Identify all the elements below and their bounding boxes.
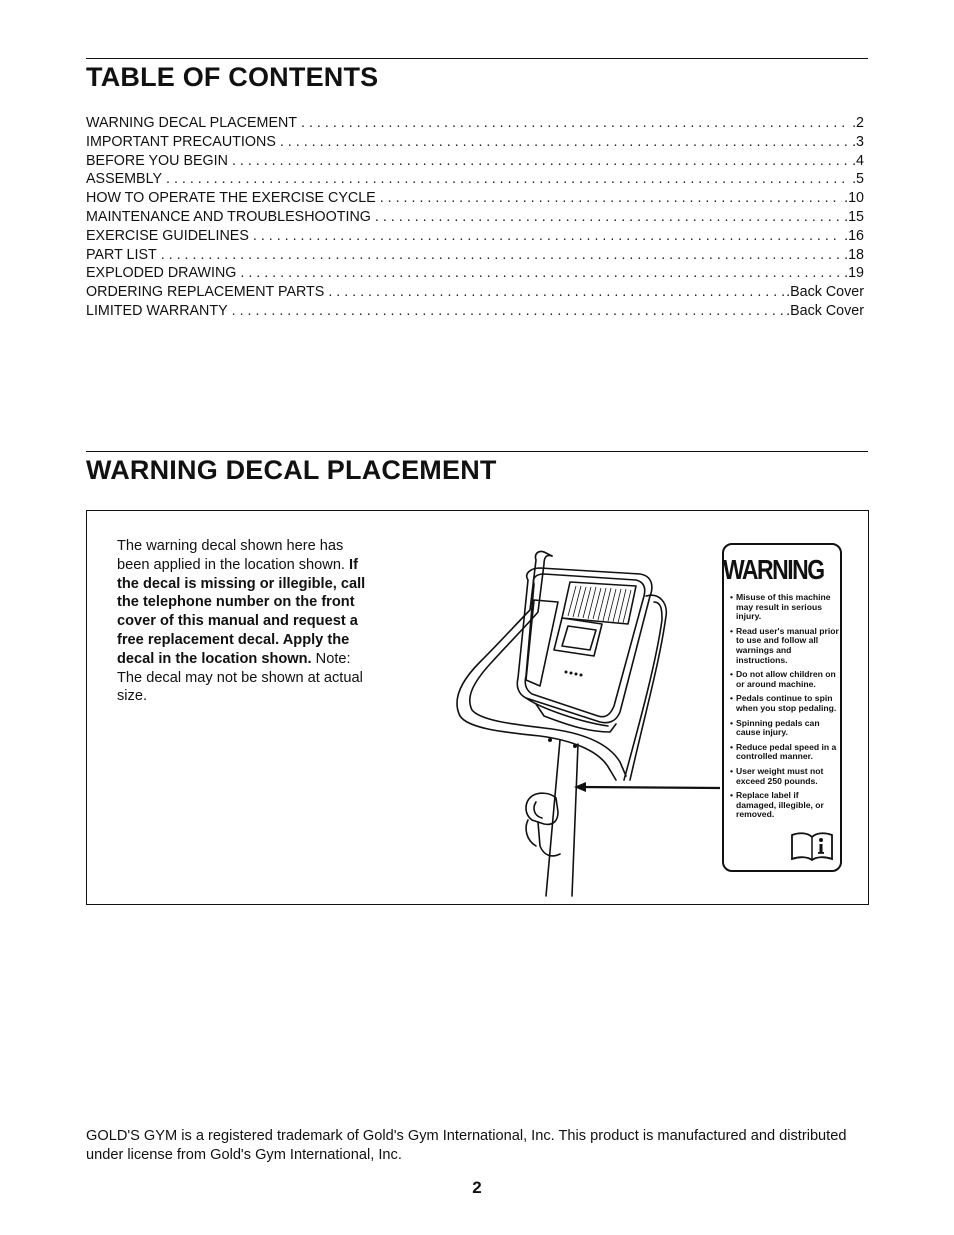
toc-leader-dots	[232, 303, 784, 319]
warning-item: • Reduce pedal speed in a controlled manner.	[730, 741, 837, 762]
toc-leader-dots	[166, 171, 850, 187]
decal-instructions	[117, 537, 375, 706]
toc-entry[interactable]	[86, 115, 864, 134]
toc-entry-title: LIMITED WARRANTY	[86, 302, 228, 319]
warning-item: • Pedals continue to spin when you stop pedaling.	[730, 693, 837, 713]
bullet-icon: •	[730, 717, 734, 728]
toc-entry[interactable]	[86, 284, 864, 303]
warning-decal-list	[730, 593, 840, 825]
bullet-icon: •	[730, 741, 734, 752]
page-number: 2	[472, 1178, 482, 1197]
warning-item: • Read user's manual prior to use and follow all warnings and instructions.	[730, 625, 839, 665]
toc-entry[interactable]	[86, 171, 864, 190]
toc-entry[interactable]	[86, 247, 864, 266]
toc-entry-title: HOW TO OPERATE THE EXERCISE CYCLE	[86, 190, 376, 207]
warning-word: WARNING	[722, 554, 824, 585]
toc-entry-page: .Back Cover	[786, 302, 864, 319]
toc-leader-dots	[253, 228, 842, 244]
warning-item: • Do not allow children on or around machine.	[730, 669, 836, 689]
toc-entry[interactable]	[86, 153, 864, 172]
warning-decal-title	[722, 550, 838, 590]
toc-leader-dots	[301, 115, 850, 131]
warning-item: • Replace label if damaged, illegible, or removed.	[730, 790, 824, 820]
warning-item: • Spinning pedals can cause injury.	[730, 717, 820, 738]
decal-note: Note: The decal may not be shown at actual size.	[117, 650, 363, 705]
toc-entry-page: .16	[844, 227, 864, 244]
toc-entry-title: PART LIST	[86, 246, 157, 263]
toc-entry-title: BEFORE YOU BEGIN	[86, 152, 228, 169]
warning-item: • User weight must not exceed 250 pounds.	[730, 765, 824, 786]
bullet-icon: •	[730, 669, 734, 680]
warning-item: • Misuse of this machine may result in serious injury.	[730, 592, 831, 622]
toc-entry-title: MAINTENANCE AND TROUBLESHOOTING	[86, 208, 371, 225]
toc-leader-dots	[328, 284, 784, 300]
bullet-icon: •	[730, 592, 734, 602]
toc-entry[interactable]	[86, 303, 864, 322]
decal-intro: The warning decal shown here has been applied in the location shown.	[117, 538, 350, 573]
toc-entry-title: WARNING DECAL PLACEMENT	[86, 115, 298, 131]
toc-entry[interactable]	[86, 134, 864, 153]
trademark-notice: GOLD'S GYM is a registered trademark of Gold's Gym International, Inc. This product is manufactured and distributed under license from Gold's Gym International, Inc.	[86, 1128, 847, 1163]
toc-entry-page: .19	[844, 265, 864, 282]
toc-entry-page: .2	[852, 115, 864, 131]
toc-entry-page: .10	[844, 190, 864, 207]
bullet-icon: •	[730, 765, 734, 776]
toc-heading: TABLE OF CONTENTS	[86, 62, 379, 92]
table-of-contents	[86, 115, 864, 322]
warning-decal	[722, 543, 842, 872]
toc-entry-title: EXPLODED DRAWING	[86, 265, 237, 282]
toc-leader-dots	[280, 134, 850, 150]
toc-entry[interactable]	[86, 190, 864, 209]
read-manual-book-icon	[790, 831, 834, 861]
toc-entry-page: .3	[852, 133, 864, 150]
toc-entry-title: EXERCISE GUIDELINES	[86, 227, 249, 244]
toc-entry-page: .4	[852, 152, 864, 169]
toc-entry-page: .5	[852, 171, 864, 188]
toc-leader-dots	[380, 190, 842, 206]
toc-top-rule	[86, 58, 868, 59]
toc-entry-page: .18	[844, 246, 864, 263]
toc-entry-title: ORDERING REPLACEMENT PARTS	[86, 284, 325, 301]
toc-entry[interactable]	[86, 265, 864, 284]
exercise-cycle-illustration	[440, 540, 720, 900]
warning-top-rule	[86, 451, 868, 452]
toc-entry-page: .15	[844, 208, 864, 225]
toc-leader-dots	[232, 153, 850, 169]
bullet-icon: •	[730, 790, 734, 801]
toc-entry-title: ASSEMBLY	[86, 171, 163, 188]
toc-leader-dots	[240, 265, 842, 281]
bullet-icon: •	[730, 625, 734, 636]
toc-leader-dots	[161, 247, 842, 263]
bullet-icon: •	[730, 693, 734, 704]
toc-entry-page: .Back Cover	[786, 284, 864, 301]
toc-entry[interactable]	[86, 209, 864, 228]
toc-entry[interactable]	[86, 228, 864, 247]
toc-entry-title: IMPORTANT PRECAUTIONS	[86, 133, 276, 150]
warning-heading: WARNING DECAL PLACEMENT	[86, 455, 497, 485]
toc-leader-dots	[375, 209, 842, 225]
decal-bold-instructions: If the decal is missing or illegible, call the telephone number on the front cover of this manual and request a free replacement decal. Apply the decal in the location shown.	[117, 556, 366, 667]
